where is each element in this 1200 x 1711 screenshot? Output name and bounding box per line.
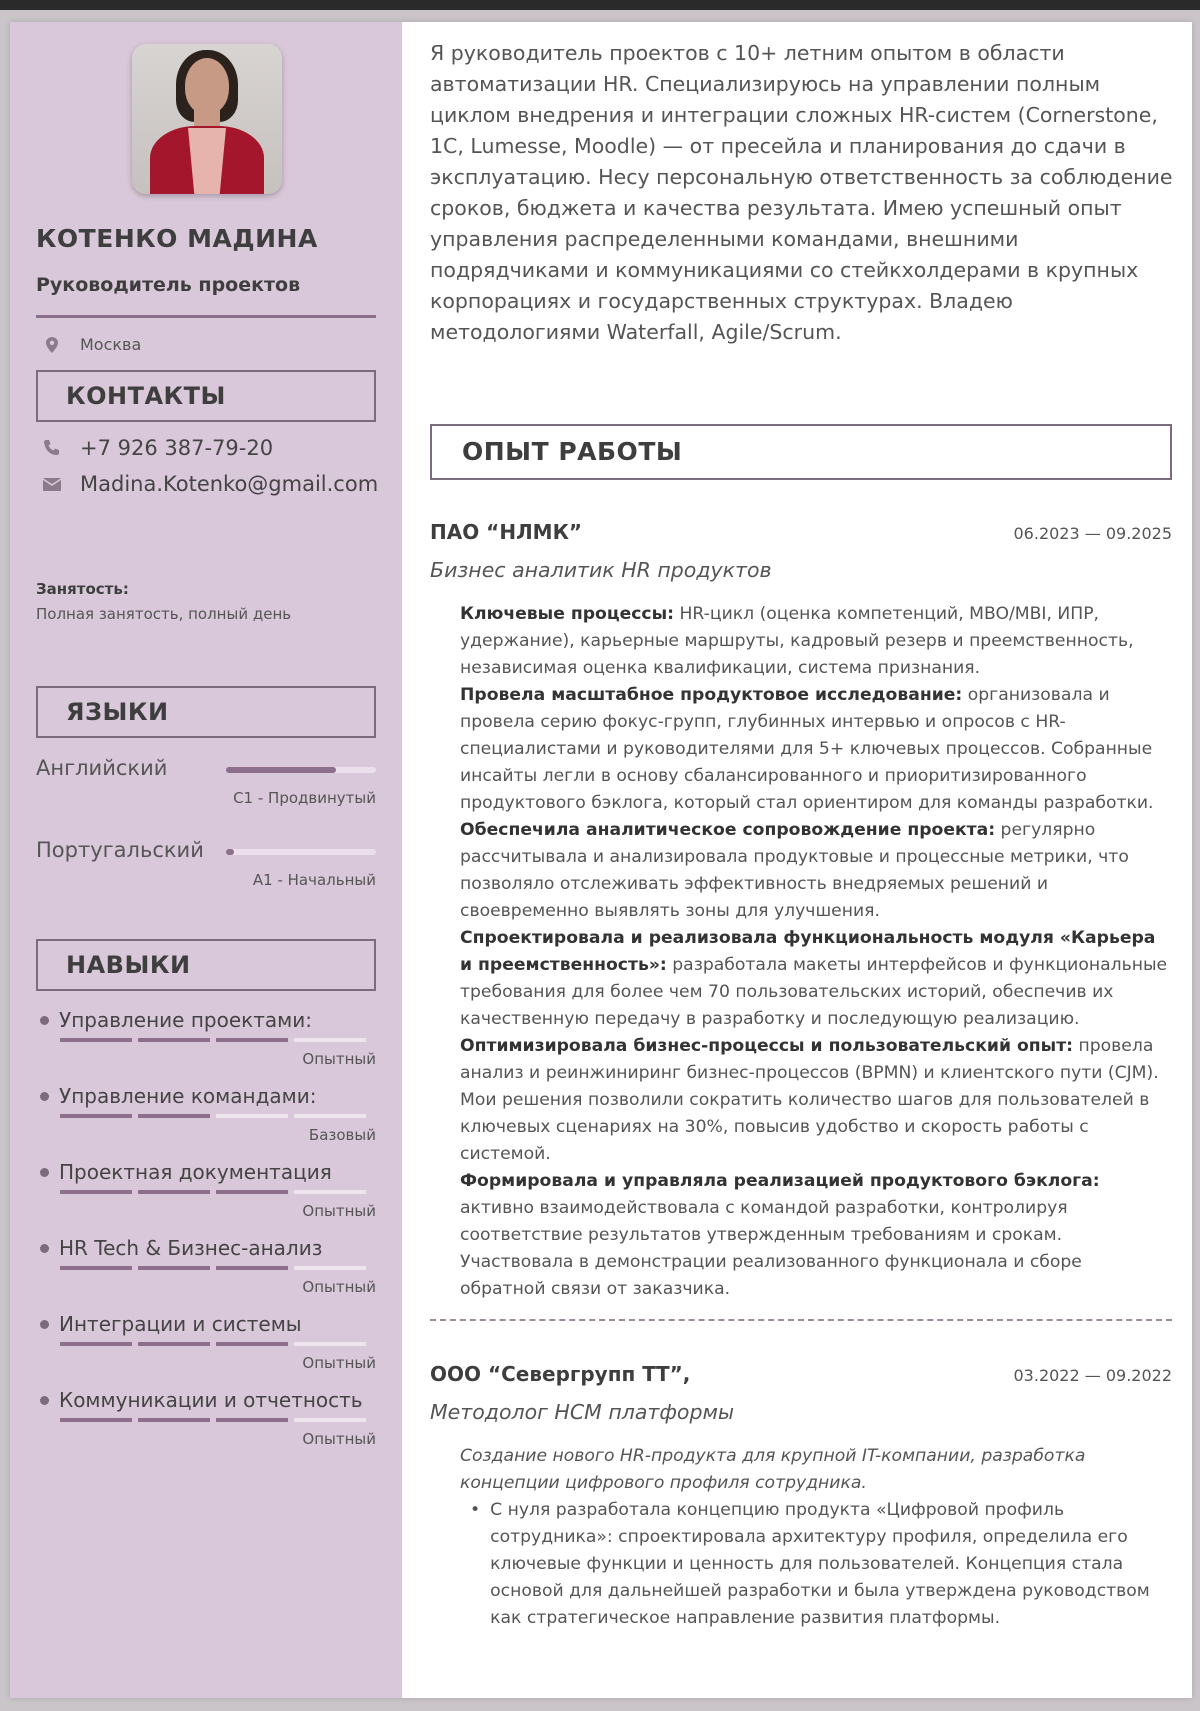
rating-segment-empty [294,1190,366,1194]
resume-page [10,22,1192,1698]
achievement-lead: Формировала и управляла реализацией продуктового бэклога: [460,1171,1100,1191]
language-name: Португальский [36,838,204,862]
skill-rating [60,1418,376,1422]
email-text: Madina.Kotenko@gmail.com [80,472,379,496]
skill-name: Управление командами: [59,1084,317,1108]
job-title: Бизнес аналитик HR продуктов [430,558,772,582]
skill-name: Управление проектами: [59,1008,312,1032]
contacts-heading: КОНТАКТЫ [36,370,376,422]
envelope-icon [42,474,62,494]
employment-value: Полная занятость, полный день [36,605,292,623]
rating-segment-filled [138,1038,210,1042]
main-content [430,22,1175,1698]
profile-photo [132,44,282,194]
achievement-item [460,601,1172,682]
job-dates: 06.2023 — 09.2025 [1013,524,1172,543]
language-bar-fill [226,849,234,855]
experience-heading: ОПЫТ РАБОТЫ [430,424,1172,480]
job-title: Методолог HCM платформы [430,1400,735,1424]
rating-segment-filled [60,1342,132,1346]
languages-heading: ЯЗЫКИ [36,686,376,738]
achievement-item [460,1033,1172,1168]
achievement-lead: Оптимизировала бизнес-процессы и пользовательский опыт: [460,1036,1074,1056]
name-divider [36,315,376,318]
skill-level: Опытный [302,1050,376,1068]
bullet-mark: • [470,1500,481,1520]
achievement-item [460,925,1172,1033]
location [46,335,141,354]
job-description [460,1443,1172,1632]
skill-level: Опытный [302,1202,376,1220]
rating-segment-filled [60,1266,132,1270]
company-name: ПАО “НЛМК” [430,520,583,544]
language-bar [226,849,376,855]
job-intro: Создание нового HR-продукта для крупной IT-компании, разработка концепции цифрового профиля сотрудника. [460,1446,1086,1493]
bullet-dot-icon [40,1168,49,1177]
skill-rating [60,1114,376,1118]
achievement-item [460,1168,1172,1303]
skill-rating [60,1342,376,1346]
rating-segment-empty [294,1114,366,1118]
achievement-text: провела анализ и реинжиниринг бизнес-процессов (BPMN) и клиентского пути (CJM). Мои решения позволили сократить количество шагов для пользователей в ключевых сценариях на 30%, повысив удобство и скорость работы с системой. [460,1036,1159,1164]
job-divider [430,1319,1172,1321]
map-pin-icon [46,337,58,353]
rating-segment-filled [216,1266,288,1270]
company-name: ООО “Севергрупп ТТ”, [430,1362,691,1386]
skills-heading: НАВЫКИ [36,939,376,991]
achievement-lead: Обеспечила аналитическое сопровождение проекта: [460,820,996,840]
rating-segment-filled [138,1342,210,1346]
skill-item [36,1008,376,1068]
location-text: Москва [80,335,142,354]
language-bar-fill [226,767,336,773]
phone-contact[interactable] [42,436,273,460]
phone-icon [42,438,62,458]
achievement-lead: Ключевые процессы: [460,604,675,624]
rating-segment-filled [216,1418,288,1422]
skill-level: Опытный [302,1354,376,1372]
rating-segment-filled [138,1266,210,1270]
language-level: C1 - Продвинутый [233,789,376,807]
achievement-text: регулярно рассчитывала и анализировала продуктовые и процессные метрики, что позволяло отслеживать эффективность внедряемых решений и своевременно выявлять зоны для улучшения. [460,820,1129,921]
sidebar [10,22,402,1698]
skill-name: HR Tech & Бизнес-анализ [59,1236,323,1260]
skill-name: Проектная документация [59,1160,332,1184]
skill-item [36,1312,376,1372]
email-contact[interactable] [42,472,378,496]
achievement-lead: Провела масштабное продуктовое исследование: [460,685,963,705]
candidate-role: Руководитель проектов [36,274,301,296]
skill-name: Коммуникации и отчетность [59,1388,363,1412]
job-description [460,601,1172,1303]
skill-level: Базовый [308,1126,376,1144]
skill-item [36,1236,376,1296]
skill-item [36,1160,376,1220]
rating-segment-filled [216,1038,288,1042]
achievement-lead: Спроектировала и реализовала функциональность модуля «Карьера и преемственность»: [460,928,1156,975]
bullet-text: С нуля разработала концепцию продукта «Цифровой профиль сотрудника»: спроектировала архитектуру профиля, определила его ключевые функции и ценность для пользователей. Концепция стала основой для дальнейшей разработки и была утверждена руководством как стратегическое направление развития платформы. [490,1500,1150,1628]
rating-segment-filled [60,1114,132,1118]
achievement-text: HR-цикл (оценка компетенций, MBO/MBI, ИПР, удержание), карьерные маршруты, кадровый резерв и преемственность, независимая оценка квалификации, система признания. [460,604,1134,678]
candidate-name: КОТЕНКО МАДИНА [36,224,318,253]
rating-segment-filled [216,1190,288,1194]
summary-text: Я руководитель проектов с 10+ летним опытом в области автоматизации HR. Специализируюсь на управлении полным циклом внедрения и интеграции сложных HR-систем (Cornerstone, 1C, Lumesse, Moodle) — от пресейла и планирования до сдачи в эксплуатацию. Несу персональную ответственность за соблюдение сроков, бюджета и качества результата. Имею успешный опыт управления распределенными командами, внешними подрядчиками и коммуникациями со стейкхолдерами в крупных корпорациях и государственных структурах. Владею методологиями Waterfall, Agile/Scrum. [430,41,1173,344]
bullet-item [470,1497,1172,1632]
bullet-dot-icon [40,1244,49,1253]
bullet-dot-icon [40,1016,49,1025]
phone-text: +7 926 387-79-20 [80,436,274,460]
rating-segment-filled [138,1418,210,1422]
rating-segment-filled [60,1418,132,1422]
bullet-dot-icon [40,1396,49,1405]
rating-segment-empty [294,1038,366,1042]
achievement-text: организовала и провела серию фокус-групп, глубинных интервью и опросов с HR-специалистами и руководителями для 5+ ключевых процессов. Собранные инсайты легли в основу сбалансированного и приоритизированного продуктового бэклога, который стал ориентиром для команды разработки. [460,685,1154,813]
rating-segment-filled [60,1190,132,1194]
job-dates: 03.2022 — 09.2022 [1013,1366,1172,1385]
language-level: A1 - Начальный [252,871,376,889]
achievement-text: разработала макеты интерфейсов и функциональные требования для более чем 70 пользовательских историй, обеспечив их качественную передачу в разработку и последующую реализацию. [460,955,1168,1029]
skill-item [36,1388,376,1448]
rating-segment-empty [216,1114,288,1118]
rating-segment-empty [294,1266,366,1270]
rating-segment-filled [216,1342,288,1346]
employment-label: Занятость: [36,580,129,598]
skill-rating [60,1038,376,1042]
skill-level: Опытный [302,1430,376,1448]
rating-segment-empty [294,1342,366,1346]
bullet-dot-icon [40,1320,49,1329]
skill-rating [60,1266,376,1270]
top-bar [0,0,1200,10]
achievement-text: активно взаимодействовала с командой разработки, контролируя соответствие результатов утвержденным требованиям и срокам. Участвовала в демонстрации реализованного функционала и сборе обратной связи от заказчика. [460,1198,1082,1299]
rating-segment-filled [138,1190,210,1194]
bullet-dot-icon [40,1092,49,1101]
skill-item [36,1084,376,1144]
job-header [430,520,1172,544]
skill-level: Опытный [302,1278,376,1296]
language-name: Английский [36,756,168,780]
language-bar [226,767,376,773]
achievement-item [460,682,1172,817]
achievement-item [460,817,1172,925]
job-header [430,1362,1172,1386]
rating-segment-empty [294,1418,366,1422]
rating-segment-filled [60,1038,132,1042]
skill-rating [60,1190,376,1194]
rating-segment-filled [138,1114,210,1118]
skill-name: Интеграции и системы [59,1312,302,1336]
